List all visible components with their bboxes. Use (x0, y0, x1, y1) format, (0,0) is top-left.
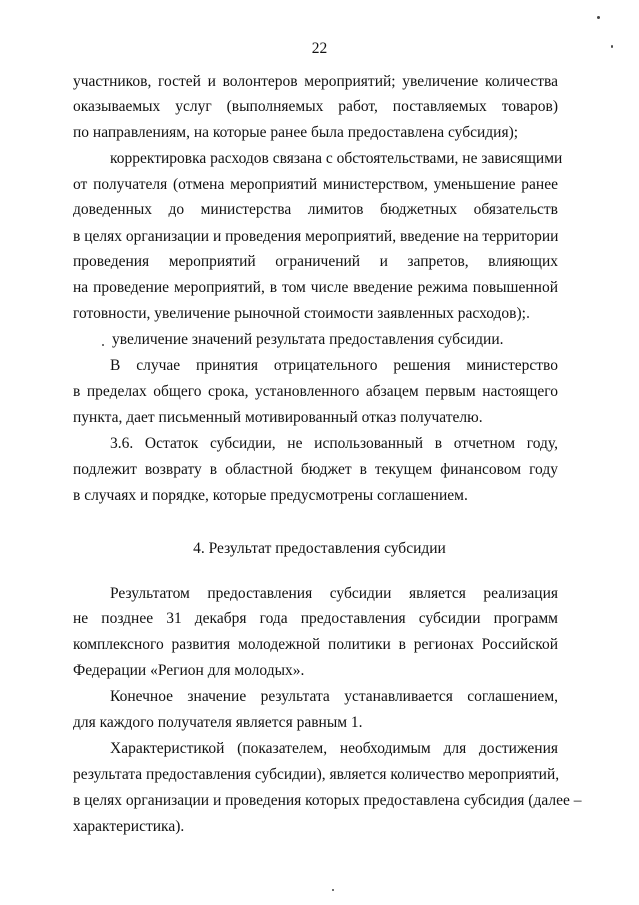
text-line: В случае принятия отрицательного решения министерство (110, 357, 558, 374)
text-line: проведения мероприятий ограничений и запретов, влияющих (73, 253, 558, 270)
section-heading: 4. Результат предоставления субсидии (193, 540, 446, 557)
text-line: доведенных до министерства лимитов бюджетных обязательств (73, 201, 558, 218)
text-line: 3.6. Остаток субсидии, не использованный в отчетном году, (110, 435, 558, 452)
text-line: в пределах общего срока, установленного абзацем первым настоящего (73, 383, 558, 400)
text-line: увеличение значений результата предоставления субсидии. (112, 331, 504, 348)
text-line: по направлениям, на которые ранее была предоставлена субсидия); (73, 124, 519, 141)
text-line: Результатом предоставления субсидии является реализация (110, 585, 558, 602)
text-line: в целях организации и проведения которых предоставлена субсидия (далее – (73, 792, 582, 809)
text-line: Конечное значение результата устанавливается соглашением, (110, 688, 558, 705)
text-line: для каждого получателя является равным 1. (73, 714, 363, 731)
text-line: оказываемых услуг (выполняемых работ, поставляемых товаров) (73, 98, 558, 115)
text-line: в случаях и порядке, которые предусмотрены соглашением. (73, 487, 468, 504)
text-line: не позднее 31 декабря года предоставления субсидии программ (73, 610, 558, 627)
text-line: на проведение мероприятий, в том числе введение режима повышенной (73, 279, 558, 296)
text-line: результата предоставления субсидии), является количество мероприятий, (73, 766, 560, 783)
scan-speck (597, 16, 600, 19)
scan-speck (102, 344, 104, 346)
page-number: 22 (311, 40, 328, 57)
text-line: корректировка расходов связана с обстоятельствами, не зависящими (110, 150, 563, 167)
text-line: готовности, увеличение рыночной стоимости заявленных расходов); (73, 305, 526, 322)
text-line: от получателя (отмена мероприятий министерством, уменьшение ранее (73, 176, 558, 193)
text-line: участников, гостей и волонтеров мероприятий; увеличение количества (73, 73, 558, 90)
text-line: характеристика). (73, 818, 185, 835)
scan-speck (611, 45, 613, 48)
text-line: подлежит возврату в областной бюджет в текущем финансовом году (73, 461, 558, 478)
text-line: комплексного развития молодежной политики в регионах Российской (73, 636, 558, 653)
scan-speck (332, 889, 334, 891)
text-line: в целях организации и проведения мероприятий, введение на территории (73, 228, 559, 245)
text-line: пункта, дает письменный мотивированный отказ получателю. (73, 409, 483, 426)
text-line: Характеристикой (показателем, необходимым для достижения (110, 740, 558, 757)
text-line: Федерации «Регион для молодых». (73, 662, 305, 679)
scan-speck (527, 316, 529, 318)
